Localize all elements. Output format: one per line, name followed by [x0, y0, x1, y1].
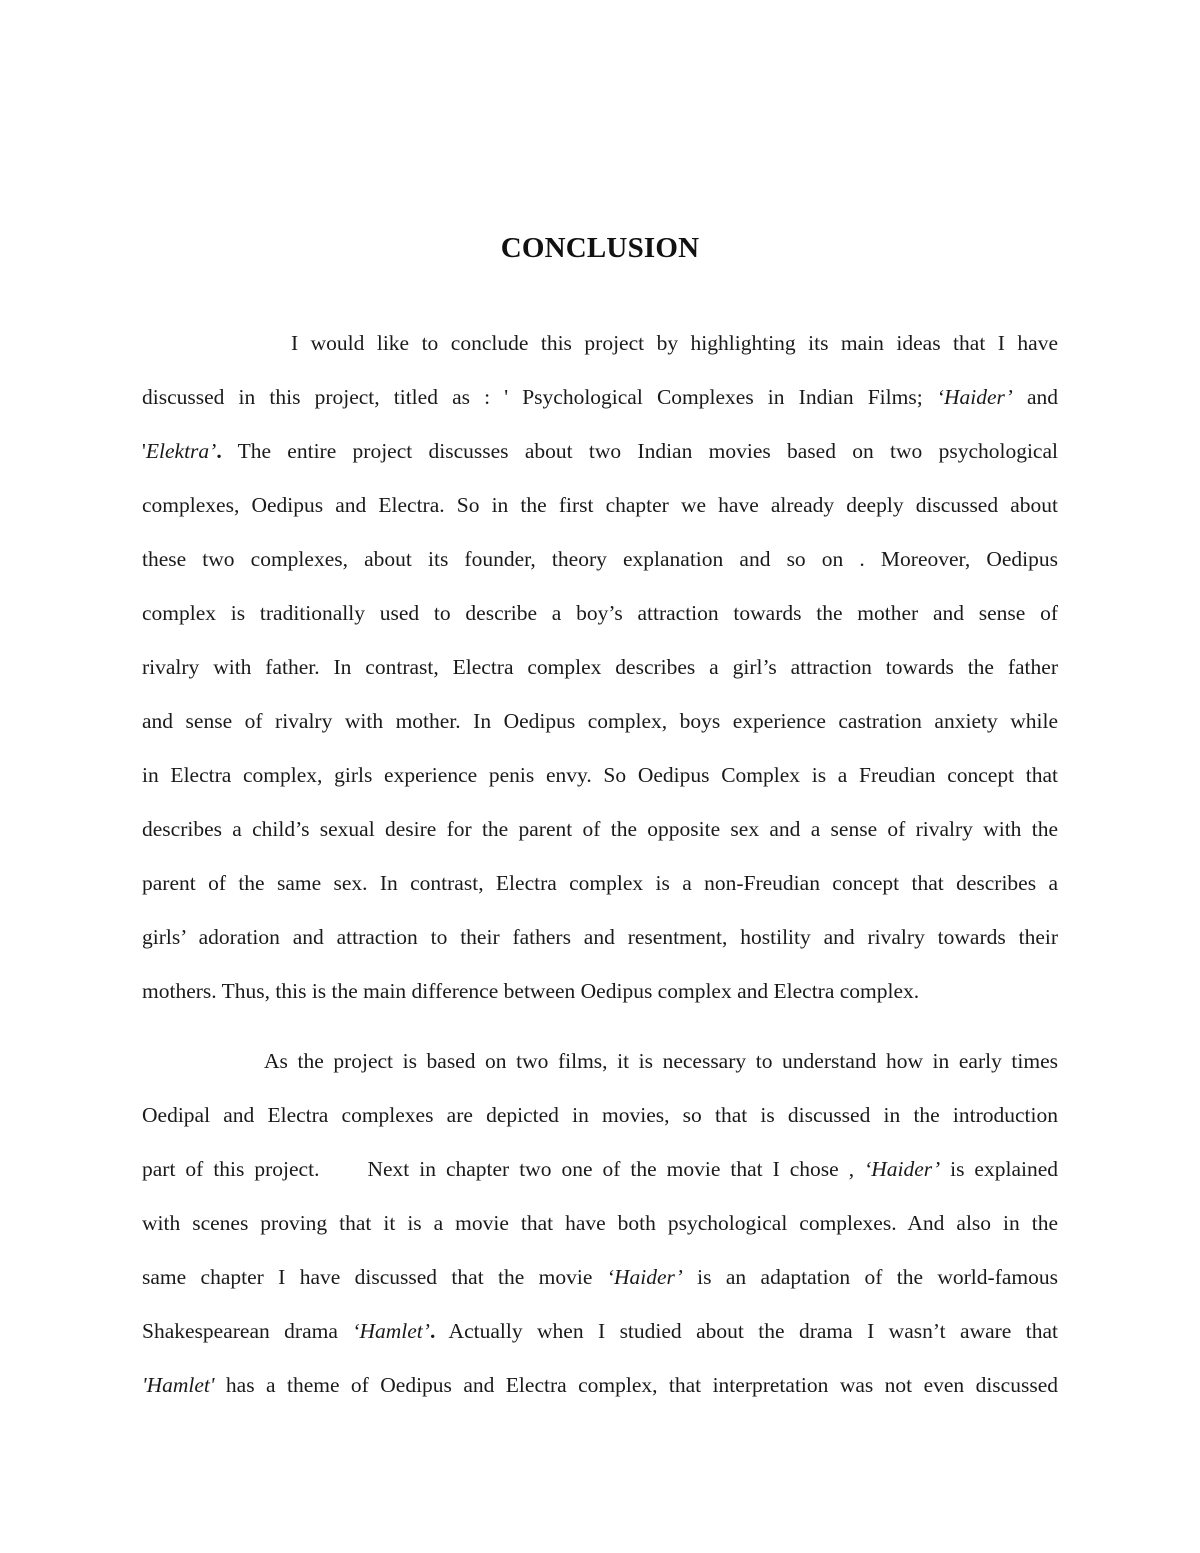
- text-span: is explained: [940, 1157, 1059, 1181]
- film-title-elektra: Elektra’: [145, 439, 217, 463]
- paragraph-2-line-3: [142, 1152, 1058, 1186]
- text-span: part of this project.: [142, 1157, 320, 1181]
- text-span: The entire project discusses about two Indian movies based on two psychological: [221, 439, 1058, 463]
- paragraph-1-line-12: girls’ adoration and attraction to their fathers and resentment, hostility and rivalry towards their: [142, 925, 1058, 949]
- paragraph-2-line-6: [142, 1314, 1058, 1348]
- paragraph-2-line-7: [142, 1368, 1058, 1402]
- paragraph-1-line-4: complexes, Oedipus and Electra. So in the first chapter we have already deeply discussed about: [142, 493, 1058, 517]
- text-span: .: [216, 439, 222, 463]
- text-span: is an adaptation of the world-famous: [682, 1265, 1058, 1289]
- paragraph-1-line-1: I would like to conclude this project by highlighting its main ideas that I have: [291, 331, 1058, 355]
- text-span: ': [142, 439, 146, 463]
- paragraph-1-line-8: and sense of rivalry with mother. In Oedipus complex, boys experience castration anxiety while: [142, 709, 1058, 733]
- paragraph-1-line-10: describes a child’s sexual desire for the parent of the opposite sex and a sense of rivalry with the: [142, 817, 1058, 841]
- paragraph-1-line-5: these two complexes, about its founder, theory explanation and so on . Moreover, Oedipus: [142, 547, 1058, 571]
- paragraph-2-line-1: As the project is based on two films, it is necessary to understand how in early times: [264, 1049, 1058, 1073]
- paragraph-1-line-3: [142, 434, 1058, 468]
- film-title-haider: ‘Haider’: [864, 1157, 941, 1181]
- film-title-haider: ‘Haider’: [936, 385, 1013, 409]
- drama-title-hamlet: 'Hamlet': [142, 1373, 215, 1397]
- drama-title-hamlet: ‘Hamlet’: [352, 1319, 430, 1343]
- text-span: Next in chapter two one of the movie that I chose ,: [367, 1157, 865, 1181]
- paragraph-2-line-2: Oedipal and Electra complexes are depicted in movies, so that is discussed in the introduction: [142, 1103, 1058, 1127]
- text-span: .: [429, 1319, 436, 1343]
- paragraph-1-line-2: [142, 380, 1058, 414]
- text-span: and: [1012, 385, 1058, 409]
- text-span: Actually when I studied about the drama I wasn’t aware that: [435, 1319, 1059, 1343]
- paragraph-1-line-13: mothers. Thus, this is the main difference between Oedipus complex and Electra complex.: [142, 979, 920, 1003]
- paragraph-1-line-6: complex is traditionally used to describe a boy’s attraction towards the mother and sense of: [142, 601, 1058, 625]
- paragraph-1-line-11: parent of the same sex. In contrast, Electra complex is a non-Freudian concept that describes a: [142, 871, 1058, 895]
- page-title: CONCLUSION: [500, 232, 700, 264]
- text-span: has a theme of Oedipus and Electra complex, that interpretation was not even discussed: [214, 1373, 1058, 1397]
- paragraph-2-line-5: [142, 1260, 1058, 1294]
- film-title-haider: ‘Haider’: [606, 1265, 683, 1289]
- text-span: Shakespearean drama: [142, 1319, 353, 1343]
- text-span: discussed in this project, titled as : ' Psychological Complexes in Indian Films;: [142, 385, 937, 409]
- paragraph-1-line-9: in Electra complex, girls experience penis envy. So Oedipus Complex is a Freudian concept that: [142, 763, 1058, 787]
- text-span: same chapter I have discussed that the movie: [142, 1265, 607, 1289]
- paragraph-2-line-4: with scenes proving that it is a movie that have both psychological complexes. And also in the: [142, 1211, 1058, 1235]
- paragraph-1-line-7: rivalry with father. In contrast, Electra complex describes a girl’s attraction towards the father: [142, 655, 1058, 679]
